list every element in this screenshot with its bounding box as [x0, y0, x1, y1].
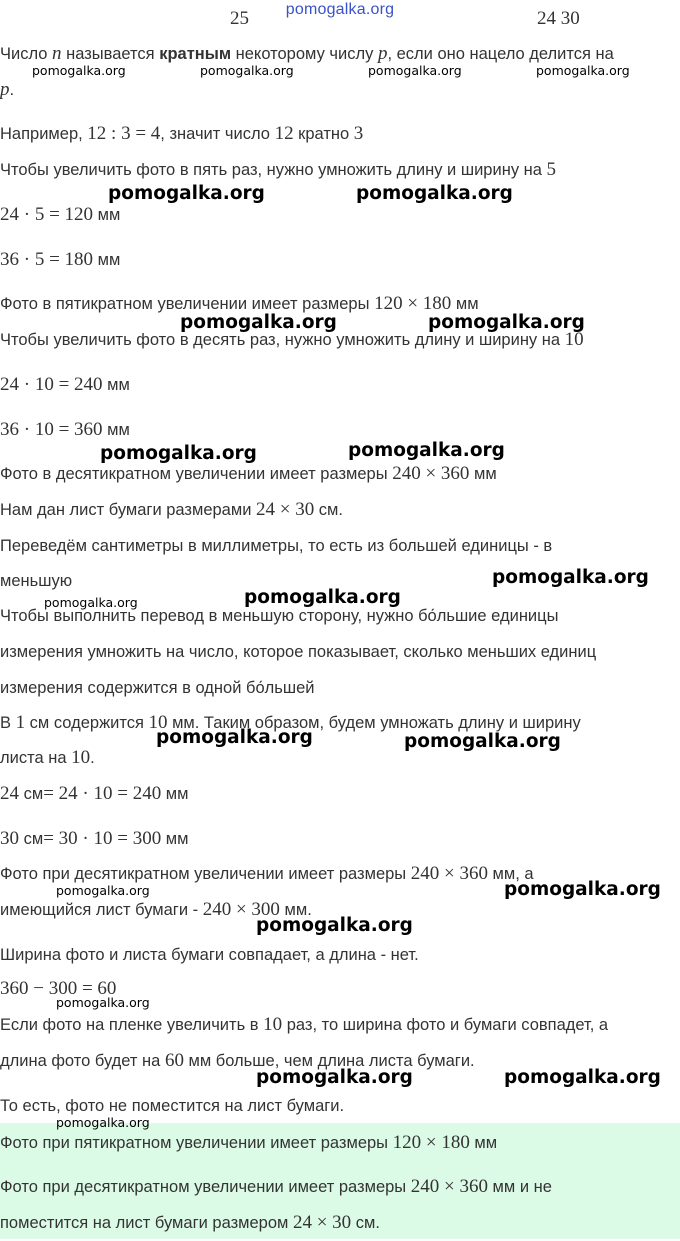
cut-off-line: 25 24 30 — [230, 8, 580, 29]
watermark: pomogalka.org — [356, 183, 513, 204]
difference-calc: 360 − 300 = 60 — [0, 978, 117, 999]
watermark: pomogalka.org — [156, 727, 313, 748]
watermark: pomogalka.org — [44, 595, 138, 610]
compare-line-6: То есть, фото не поместится на лист бумаги. — [0, 1097, 345, 1115]
rule-line-1: Чтобы выполнить перевод в меньшую сторону, нужно бо́льшие единицы — [0, 607, 559, 625]
watermark: pomogalka.org — [428, 312, 585, 333]
watermark: pomogalka.org — [256, 915, 413, 936]
cm-line-1: В 1 см содержится 10 мм. Таким образом, будем умножать длину и ширину — [0, 712, 581, 733]
compare-line-4: Если фото на пленке увеличить в 10 раз, то ширина фото и бумаги совпадет, а — [0, 1014, 609, 1035]
watermark: pomogalka.org — [32, 63, 126, 78]
example-line: Например, 12 : 3 = 4, значит число 12 кратно 3 — [0, 123, 364, 144]
compare-line-3: Ширина фото и листа бумаги совпадает, а длина - нет. — [0, 946, 419, 964]
watermark: pomogalka.org — [56, 995, 150, 1010]
ten-calc-width: 36 · 10 = 360 мм — [0, 419, 130, 440]
five-times-intro: Чтобы увеличить фото в пять раз, нужно умножить длину и ширину на 5 — [0, 159, 557, 180]
paper-calc-width: 30 см= 30 · 10 = 300 мм — [0, 828, 189, 849]
ten-calc-length: 24 · 10 = 240 мм — [0, 374, 130, 395]
watermark: pomogalka.org — [348, 440, 505, 461]
rule-line-3: измерения содержится в одной бо́льшей — [0, 679, 315, 697]
watermark: pomogalka.org — [108, 183, 265, 204]
watermark: pomogalka.org — [200, 63, 294, 78]
ten-result: Фото в десятикратном увеличении имеет размеры 240 × 360 мм — [0, 463, 497, 484]
watermark: pomogalka.org — [536, 63, 630, 78]
cm-line-2: листа на 10. — [0, 747, 95, 768]
compare-line-5: длина фото будет на 60 мм больше, чем длина листа бумаги. — [0, 1050, 475, 1071]
rule-line-2: измерения умножить на число, которое показывает, сколько меньших единиц — [0, 643, 597, 661]
watermark: pomogalka.org — [492, 567, 649, 588]
ten-times-intro: Чтобы увеличить фото в десять раз, нужно умножить длину и ширину на 10 — [0, 329, 584, 350]
answer-line-3: поместится на лист бумаги размером 24 × 30 см. — [0, 1212, 380, 1233]
watermark: pomogalka.org — [180, 312, 337, 333]
answer-line-1: Фото при пятикратном увеличении имеет размеры 120 × 180 мм — [0, 1132, 498, 1153]
watermark: pomogalka.org — [504, 879, 661, 900]
site-watermark-header[interactable]: pomogalka.org — [285, 1, 395, 18]
watermark: pomogalka.org — [368, 63, 462, 78]
convert-line-2: меньшую — [0, 572, 73, 590]
paper-calc-length: 24 см= 24 · 10 = 240 мм — [0, 783, 189, 804]
five-result: Фото в пятикратном увеличении имеет размеры 120 × 180 мм — [0, 293, 479, 314]
watermark: pomogalka.org — [404, 731, 561, 752]
answer-box — [0, 1123, 680, 1239]
answer-line-2: Фото при десятикратном увеличении имеет размеры 240 × 360 мм и не — [0, 1176, 552, 1197]
watermark: pomogalka.org — [504, 1067, 661, 1088]
five-calc-length: 24 · 5 = 120 мм — [0, 204, 121, 225]
compare-line-1: Фото при десятикратном увеличении имеет размеры 240 × 360 мм, а — [0, 863, 534, 884]
definition-line-2: p. — [0, 79, 15, 100]
convert-line-1: Переведём сантиметры в миллиметры, то есть из большей единицы - в — [0, 537, 553, 555]
watermark: pomogalka.org — [256, 1067, 413, 1088]
compare-line-2: имеющийся лист бумаги - 240 × 300 мм. — [0, 899, 312, 920]
five-calc-width: 36 · 5 = 180 мм — [0, 249, 121, 270]
definition-line-1: Число n называется кратным некоторому числу p, если оно нацело делится на — [0, 43, 614, 64]
watermark: pomogalka.org — [244, 587, 401, 608]
watermark: pomogalka.org — [100, 443, 257, 464]
paper-given: Нам дан лист бумаги размерами 24 × 30 см. — [0, 499, 343, 520]
watermark: pomogalka.org — [56, 883, 150, 898]
watermark: pomogalka.org — [56, 1115, 150, 1130]
